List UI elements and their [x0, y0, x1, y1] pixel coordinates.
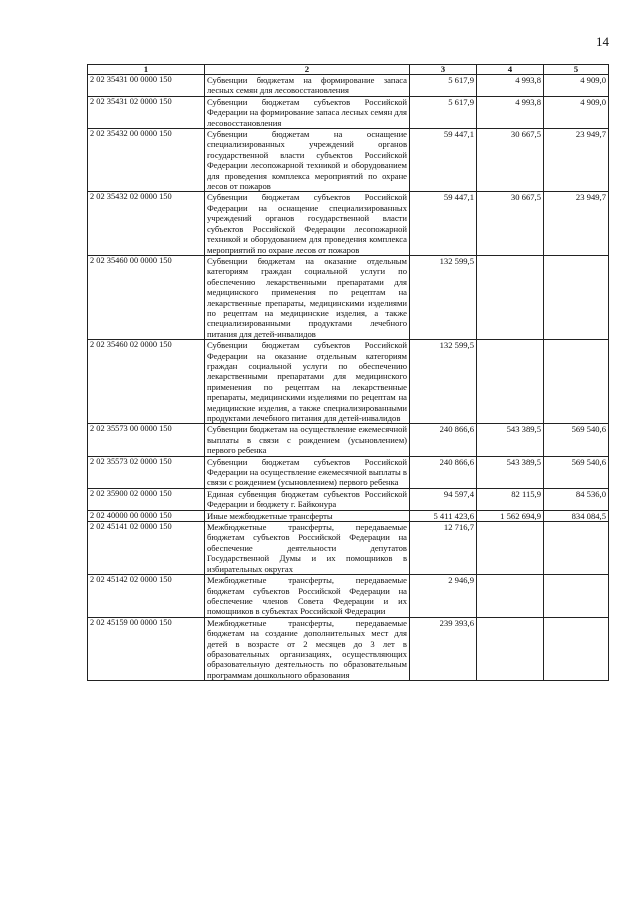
- value-col3-cell: 132 599,5: [410, 340, 477, 424]
- value-col3-cell: 240 866,6: [410, 424, 477, 456]
- column-header-5: 5: [544, 65, 609, 75]
- table-row: [88, 617, 609, 680]
- table-row: [88, 456, 609, 488]
- table-row: [88, 424, 609, 456]
- table-body: [88, 75, 609, 681]
- value-col5-cell: [544, 575, 609, 618]
- value-col3-cell: 12 716,7: [410, 522, 477, 575]
- value-col3-cell: 240 866,6: [410, 456, 477, 488]
- budget-code-cell: 2 02 35460 02 0000 150: [88, 340, 205, 424]
- budget-code-cell: 2 02 35573 00 0000 150: [88, 424, 205, 456]
- description-cell: Субвенции бюджетам на оснащение специализированных учреждений органов государственной власти субъектов Российской Федерации лесопожарной техникой и оборудованием для проведения комплекса мероприятий по охране лесов от пожаров: [205, 129, 410, 192]
- description-cell: Межбюджетные трансферты, передаваемые бюджетам субъектов Российской Федерации на обеспечение членов Совета Федерации и их помощников в субъектах Российской Федерации: [205, 575, 410, 618]
- value-col3-cell: 2 946,9: [410, 575, 477, 618]
- table-row: [88, 96, 609, 128]
- column-header-4: 4: [477, 65, 544, 75]
- value-col5-cell: [544, 617, 609, 680]
- value-col4-cell: 4 993,8: [477, 96, 544, 128]
- value-col3-cell: 132 599,5: [410, 255, 477, 339]
- description-cell: Субвенции бюджетам на формирование запаса лесных семян для лесовосстановления: [205, 75, 410, 97]
- column-header-1: 1: [88, 65, 205, 75]
- value-col3-cell: 94 597,4: [410, 488, 477, 510]
- value-col5-cell: [544, 255, 609, 339]
- value-col4-cell: [477, 522, 544, 575]
- value-col3-cell: 5 411 423,6: [410, 510, 477, 521]
- budget-table: [87, 64, 609, 681]
- value-col3-cell: 239 393,6: [410, 617, 477, 680]
- table-row: [88, 340, 609, 424]
- value-col4-cell: 543 389,5: [477, 424, 544, 456]
- description-cell: Единая субвенция бюджетам субъектов Российской Федерации и бюджету г. Байконура: [205, 488, 410, 510]
- value-col5-cell: [544, 340, 609, 424]
- budget-code-cell: 2 02 35460 00 0000 150: [88, 255, 205, 339]
- value-col5-cell: 569 540,6: [544, 424, 609, 456]
- value-col4-cell: [477, 617, 544, 680]
- table-row: [88, 522, 609, 575]
- value-col3-cell: 59 447,1: [410, 192, 477, 255]
- description-cell: Субвенции бюджетам субъектов Российской Федерации на формирование запаса лесных семян для лесовосстановления: [205, 96, 410, 128]
- table-row: [88, 255, 609, 339]
- description-cell: Межбюджетные трансферты, передаваемые бюджетам субъектов Российской Федерации на обеспечение деятельности депутатов Государственной Думы и их помощников в избирательных округах: [205, 522, 410, 575]
- description-cell: Субвенции бюджетам на осуществление ежемесячной выплаты в связи с рождением (усыновлением) первого ребенка: [205, 424, 410, 456]
- value-col4-cell: 30 667,5: [477, 192, 544, 255]
- description-cell: Субвенции бюджетам субъектов Российской Федерации на оснащение специализированных учреждений органов государственной власти субъектов Российской Федерации лесопожарной техникой и оборудованием для проведения комплекса мероприятий по охране лесов от пожаров: [205, 192, 410, 255]
- value-col4-cell: [477, 340, 544, 424]
- table-row: [88, 488, 609, 510]
- value-col3-cell: 5 617,9: [410, 96, 477, 128]
- value-col5-cell: 23 949,7: [544, 129, 609, 192]
- page-number: 14: [596, 34, 609, 49]
- value-col5-cell: 569 540,6: [544, 456, 609, 488]
- value-col5-cell: 4 909,0: [544, 96, 609, 128]
- budget-code-cell: 2 02 45141 02 0000 150: [88, 522, 205, 575]
- description-cell: Субвенции бюджетам на оказание отдельным категориям граждан социальной услуги по обеспечению лекарственными препаратами для медицинского применения по рецептам на лекарственные препараты, медицинскими изделиями по рецептам на медицинские изделия, а также специализированными продуктами лечебного питания для детей-инвалидов: [205, 255, 410, 339]
- value-col4-cell: 30 667,5: [477, 129, 544, 192]
- table-row: [88, 192, 609, 255]
- budget-code-cell: 2 02 35900 02 0000 150: [88, 488, 205, 510]
- value-col5-cell: 4 909,0: [544, 75, 609, 97]
- value-col5-cell: 84 536,0: [544, 488, 609, 510]
- budget-code-cell: 2 02 35431 02 0000 150: [88, 96, 205, 128]
- table-row: [88, 75, 609, 97]
- description-cell: Субвенции бюджетам субъектов Российской Федерации на осуществление ежемесячной выплаты в связи с рождением (усыновлением) первого ребенка: [205, 456, 410, 488]
- value-col4-cell: 543 389,5: [477, 456, 544, 488]
- value-col4-cell: 4 993,8: [477, 75, 544, 97]
- value-col4-cell: 82 115,9: [477, 488, 544, 510]
- table-row: [88, 510, 609, 521]
- value-col5-cell: 23 949,7: [544, 192, 609, 255]
- budget-code-cell: 2 02 35431 00 0000 150: [88, 75, 205, 97]
- table-row: [88, 129, 609, 192]
- description-cell: Иные межбюджетные трансферты: [205, 510, 410, 521]
- table-row: [88, 575, 609, 618]
- value-col5-cell: 834 084,5: [544, 510, 609, 521]
- budget-code-cell: 2 02 35432 00 0000 150: [88, 129, 205, 192]
- value-col5-cell: [544, 522, 609, 575]
- budget-code-cell: 2 02 40000 00 0000 150: [88, 510, 205, 521]
- description-cell: Межбюджетные трансферты, передаваемые бюджетам на создание дополнительных мест для детей в возрасте от 2 месяцев до 3 лет в образовательных организациях, осуществляющих образовательную деятельность по образовательным программам дошкольного образования: [205, 617, 410, 680]
- value-col4-cell: [477, 255, 544, 339]
- column-header-3: 3: [410, 65, 477, 75]
- budget-code-cell: 2 02 35432 02 0000 150: [88, 192, 205, 255]
- value-col4-cell: 1 562 694,9: [477, 510, 544, 521]
- value-col3-cell: 59 447,1: [410, 129, 477, 192]
- column-header-2: 2: [205, 65, 410, 75]
- value-col3-cell: 5 617,9: [410, 75, 477, 97]
- value-col4-cell: [477, 575, 544, 618]
- budget-code-cell: 2 02 45159 00 0000 150: [88, 617, 205, 680]
- description-cell: Субвенции бюджетам субъектов Российской Федерации на оказание отдельным категориям граждан социальной услуги по обеспечению лекарственными препаратами для медицинского применения по рецептам на лекарственные препараты, медицинскими изделиями по рецептам на медицинские изделия, а также специализированными продуктами лечебного питания для детей-инвалидов: [205, 340, 410, 424]
- table-header-row: [88, 65, 609, 75]
- budget-code-cell: 2 02 35573 02 0000 150: [88, 456, 205, 488]
- budget-code-cell: 2 02 45142 02 0000 150: [88, 575, 205, 618]
